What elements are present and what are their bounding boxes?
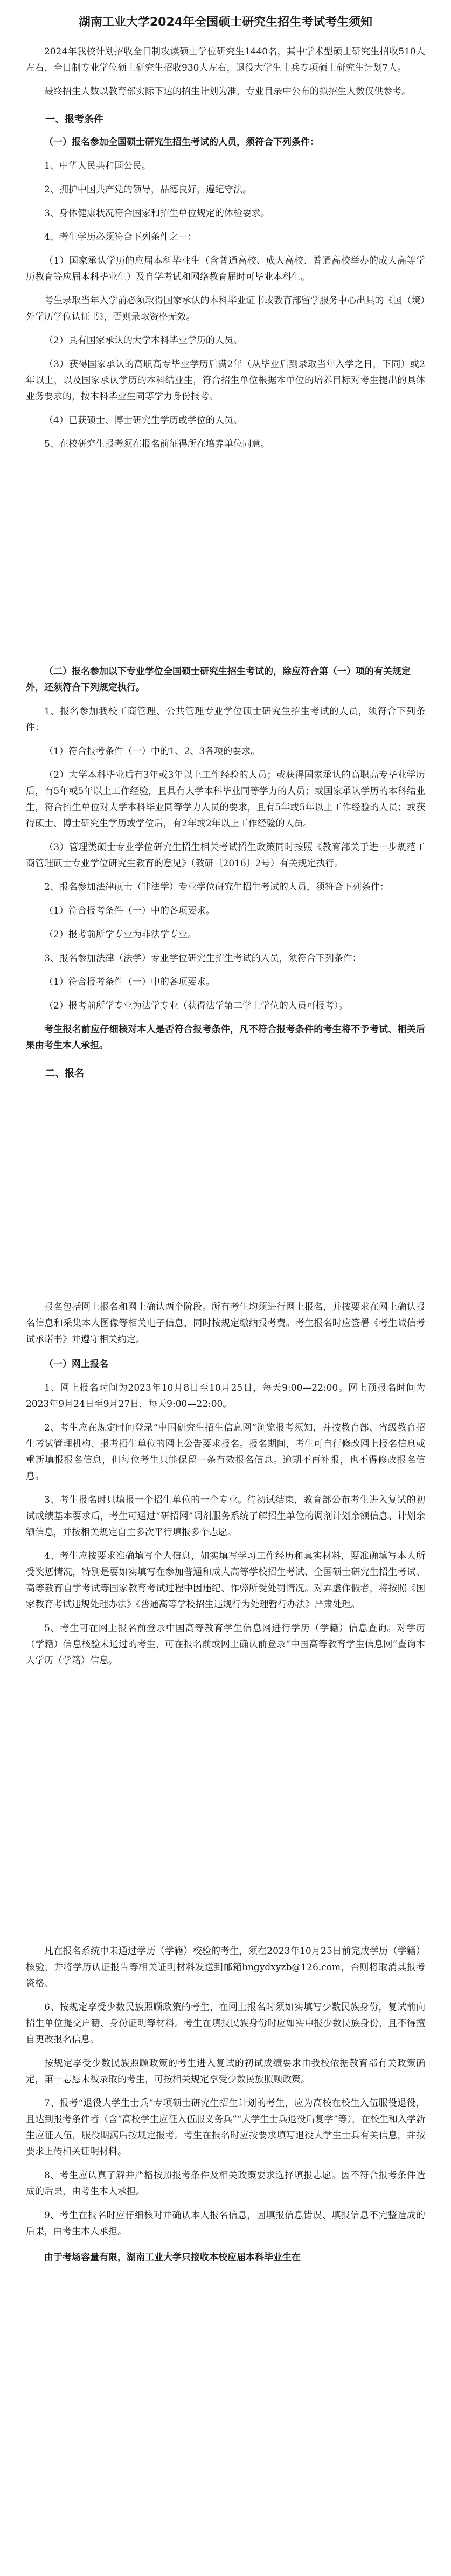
subsection-heading-professional: （二）报名参加以下专业学位全国硕士研究生招生考试的，除应符合第（一）项的有关规定外，还须符合下列规定执行。 <box>26 666 411 693</box>
document-page-4 <box>0 1932 451 2576</box>
registration-item: 9、考生在报名时应仔细核对并确认本人报名信息，因填报信息错误、填报信息不完整造成的后果，由考生本人承担。 <box>26 2210 425 2237</box>
requirement-item: 3、报名参加法律（法学）专业学位研究生招生考试的人员，须符合下列条件： <box>44 953 362 964</box>
requirement-item: 2、报名参加法律硕士（非法学）专业学位研究生招生考试的人员，须符合下列条件： <box>44 882 389 893</box>
section-heading-requirements: 一、报考条件 <box>45 114 103 125</box>
requirement-item: （2）报考前所学专业为非法学专业。 <box>44 929 197 940</box>
requirement-item: （2）大学本科毕业后有3年或3年以上工作经验的人员；或获得国家承认的高职高专毕业学历后，有5年或5年以上工作经验，且具有大学本科毕业同等学力的人员；或国家承认学历的本科结业生，符合招生单位对大学本科毕业同等学力人员的要求，且有5年或5年以上工作经验的人员；或获得硕士、博士研究生学历或学位后，有2年或2年以上工作经验的人员。 <box>26 770 425 829</box>
requirement-item: 3、身体健康状况符合国家和招生单位规定的体检要求。 <box>44 208 270 219</box>
requirement-item: （3）获得国家承认的高职高专毕业学历后满2年（从毕业后到录取当年入学之日，下同）或2年以上，以及国家承认学历的本科结业生，符合招生单位根据本单位的培养目标对考生提出的具体业务要求的，按本科毕业生同等学力身份报考。 <box>26 359 425 402</box>
requirement-item: （4）已获硕士、博士研究生学历或学位的人员。 <box>44 415 242 426</box>
subsection-heading-online-registration: （一）网上报名 <box>44 1359 108 1370</box>
section-heading-registration: 二、报名 <box>45 1068 84 1079</box>
requirement-item: 1、报名参加我校工商管理、公共管理专业学位硕士研究生招生考试的人员，须符合下列条件： <box>26 706 425 733</box>
registration-intro: 报名包括网上报名和网上确认两个阶段。所有考生均须进行网上报名，并按要求在网上确认报名信息和采集本人图像等相关电子信息，同时按规定缴纳报考费。考生报名时应签署《考生诚信考试承诺书》并遵守相关约定。 <box>26 1302 425 1345</box>
requirement-item: 1、中华人民共和国公民。 <box>44 161 151 171</box>
registration-item: 按规定享受少数民族照顾政策的考生进入复试的初试成绩要求由我校依据教育部有关政策确定，第一志愿未被录取的考生，可按相关规定享受少数民族照顾政策。 <box>26 2058 425 2085</box>
registration-item: 2、考生应在规定时间登录“中国研究生招生信息网”浏览报考须知，并按教育部、省级教育招生考试管理机构、报考招生单位的网上公告要求报名。报名期间，考生可自行修改网上报名信息或重新填报报名信息，但每位考生只能保留一条有效报名信息。逾期不再补报，也不得修改报名信息。 <box>26 1422 425 1482</box>
registration-item: 8、考生应认真了解并严格按照报考条件及相关政策要求选择填报志愿。因不符合报考条件造成的后果，由考生本人承担。 <box>26 2170 425 2197</box>
enrollment-note: 最终招生人数以教育部实际下达的招生计划为准，专业目录中公布的拟招生人数仅供参考。 <box>44 86 411 97</box>
requirement-item: 4、考生学历必须符合下列条件之一： <box>44 232 197 243</box>
requirement-item: （1）国家承认学历的应届本科毕业生（含普通高校、成人高校、普通高校举办的成人高等学历教育等应届本科毕业生）及自学考试和网络教育届时可毕业本科生。 <box>26 255 425 282</box>
requirement-item: 2、拥护中国共产党的领导，品德良好，遵纪守法。 <box>44 184 252 195</box>
requirement-item: （3）管理类硕士专业学位研究生招生相关考试招生政策同时按照《教育部关于进一步规范工商管理硕士专业学位研究生教育的意见》（教研〔2016〕2号）有关规定执行。 <box>26 842 425 869</box>
document-page-1 <box>0 0 451 644</box>
registration-item: 7、报考“退役大学生士兵”专项硕士研究生招生计划的考生，应为高校在校生入伍服役退役，且达到报考条件者（含“高校学生应征入伍服义务兵”“大学生士兵退役后复学”等），在校生和入学新生应征入伍，服役期满后按规定报考。考生在报名时应按要求填写退役大学生士兵有关信息，并按要求上传相关证明材料。 <box>26 2098 425 2157</box>
document-title: 湖南工业大学2024年全国硕士研究生招生考试考生须知 <box>78 16 373 29</box>
registration-item: 凡在报名系统中未通过学历（学籍）校验的考生，须在2023年10月25日前完成学历（学籍）核验，并将学历认证报告等相关证明材料发送到邮箱hngydxyzb@126.com，否则将取消其报考资格。 <box>26 1946 425 1989</box>
registration-item: 6、按规定享受少数民族照顾政策的考生，在网上报名时须如实填写少数民族身份，复试前向招生单位提交户籍、身份证明等材料。考生在填报民族身份时应如实申报少数民族身份，且不得擅自更改报名信息。 <box>26 2002 425 2045</box>
document-page-3 <box>0 1288 451 1932</box>
requirement-item: （2）具有国家承认的大学本科毕业学历的人员。 <box>44 335 242 346</box>
requirement-item: 考生录取当年入学前必须取得国家承认的本科毕业证书或教育部留学服务中心出具的《国（境）外学历学位认证书》，否则录取资格无效。 <box>26 295 425 322</box>
requirement-item: （1）符合报考条件（一）中的各项要求。 <box>44 906 215 916</box>
registration-item: 1、网上报名时间为2023年10月8日至10月25日，每天9:00—22:00。网上预报名时间为2023年9月24日至9月27日，每天9:00—22:00。 <box>26 1383 425 1410</box>
requirement-item: （1）符合报考条件（一）中的1、2、3各项的要求。 <box>44 746 260 757</box>
document-page-2 <box>0 644 451 1288</box>
registration-item: 5、考生可在网上报名前登录中国高等教育学生信息网进行学历（学籍）信息查询。对学历（学籍）信息核验未通过的考生，可在报名前或网上确认前登录“中国高等教育学生信息网”查询本人学历（学籍）信息。 <box>26 1623 425 1666</box>
requirement-item: （1）符合报考条件（一）中的各项要求。 <box>44 977 215 987</box>
registration-item: 4、考生应按要求准确填写个人信息，如实填写学习工作经历和真实材料，要准确填写本人所受奖惩情况，特别是要如实填写在参加普通和成人高等学校招生考试、全国硕士研究生招生考试、高等教育自学考试等国家教育考试过程中因违纪、作弊所受处罚情况。对弄虚作假者，将按照《国家教育考试违规处理办法》《普通高等学校招生违规行为处理暂行办法》严肃处理。 <box>26 1551 425 1610</box>
exam-venue-notice: 由于考场容量有限，湖南工业大学只接收本校应届本科毕业生在 <box>44 2252 301 2263</box>
enrollment-intro: 2024年我校计划招收全日制攻读硕士学位研究生1440名，其中学术型硕士研究生招收510人左右，全日制专业学位硕士研究生招收930人左右，退役大学生士兵专项硕士研究生计划7人。 <box>26 46 425 73</box>
registration-item: 3、考生报名时只填报一个招生单位的一个专业。待初试结束，教育部公布考生进入复试的初试成绩基本要求后，考生可通过“研招网”调剂服务系统了解招生单位的调剂计划余额信息、计划余额信息，并按相关规定自主多次平行填报多个志愿。 <box>26 1495 425 1538</box>
requirement-item: 5、在校研究生报考须在报名前征得所在培养单位同意。 <box>44 439 270 450</box>
eligibility-warning: 考生报名前应仔细核对本人是否符合报考条件，凡不符合报考条件的考生将不予考试、相关后果由考生本人承担。 <box>26 1024 425 1051</box>
subsection-heading-general: （一）报名参加全国硕士研究生招生考试的人员，须符合下列条件： <box>44 137 319 148</box>
requirement-item: （2）报考前所学专业为法学专业（获得法学第二学士学位的人员可报考）。 <box>44 1000 348 1011</box>
